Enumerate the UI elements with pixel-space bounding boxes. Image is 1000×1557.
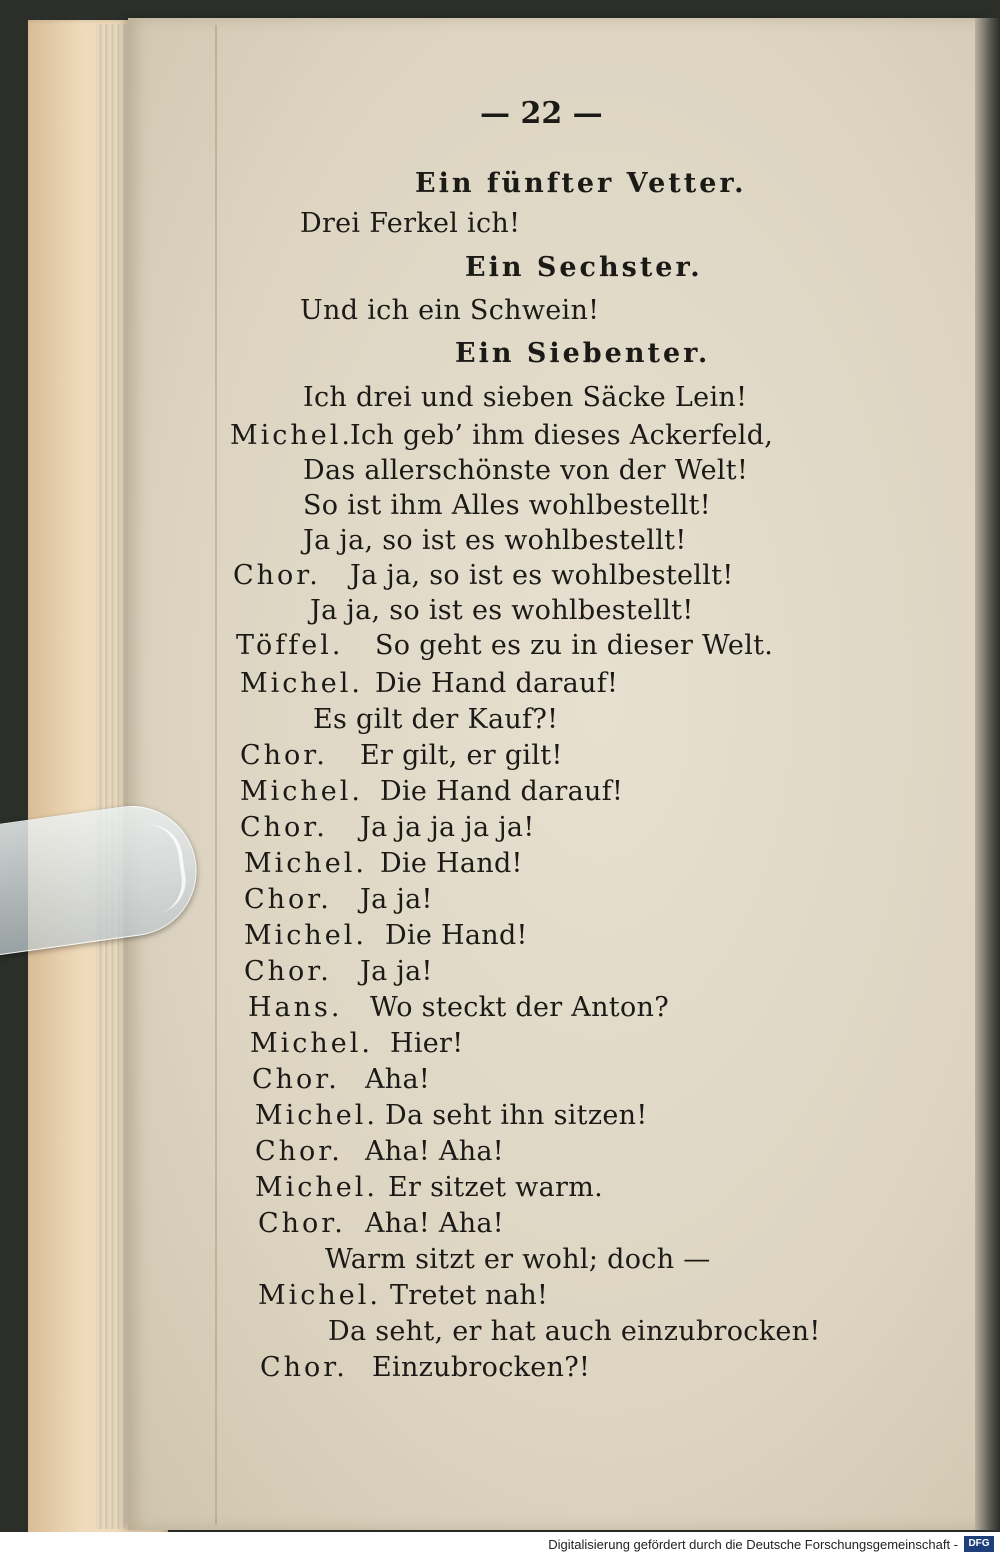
verse-line: Es gilt der Kauf?! <box>313 704 559 735</box>
verse-line: Ja ja ja ja ja! <box>360 812 535 843</box>
verse-line: Ja ja! <box>360 956 433 987</box>
verse-line: Die Hand! <box>380 848 523 879</box>
speaker-name: Hans. <box>248 992 343 1023</box>
speaker-name: Michel. <box>240 668 363 699</box>
speaker-name: Michel. <box>255 1100 378 1131</box>
verse-line: Er gilt, er gilt! <box>360 740 563 771</box>
verse-line: Einzubrocken?! <box>372 1352 591 1383</box>
speaker-name: Michel. <box>244 920 367 951</box>
verse-line: Wo steckt der Anton? <box>370 992 669 1023</box>
character-heading: Ein fünfter Vetter. <box>415 168 747 199</box>
speaker-name: Michel. <box>258 1280 381 1311</box>
verse-line: Die Hand! <box>385 920 528 951</box>
character-heading: Ein Siebenter. <box>455 338 711 369</box>
verse-line: Tretet nah! <box>390 1280 549 1311</box>
verse-line: Das allerschönste von der Welt! <box>303 455 749 486</box>
verse-line: Da seht, er hat auch einzubrocken! <box>328 1316 821 1347</box>
verse-line: Drei Ferkel ich! <box>300 208 521 239</box>
speaker-name: Chor. <box>233 560 321 591</box>
speaker-name: Chor. <box>255 1136 343 1167</box>
verse-line: So ist ihm Alles wohlbestellt! <box>303 490 711 521</box>
verse-line: Ich drei und sieben Säcke Lein! <box>303 382 748 413</box>
speaker-name: Chor. <box>240 812 328 843</box>
speaker-name: Michel. <box>240 776 363 807</box>
verse-line: Hier! <box>390 1028 464 1059</box>
verse-line: Die Hand darauf! <box>380 776 624 807</box>
verse-line: Ich geb’ ihm dieses Ackerfeld, <box>350 420 774 451</box>
speaker-name: Chor. <box>260 1352 348 1383</box>
character-heading: Ein Sechster. <box>465 252 703 283</box>
verse-line: Aha! Aha! <box>365 1208 504 1239</box>
speaker-name: Michel. <box>230 420 353 451</box>
verse-line: Und ich ein Schwein! <box>300 295 600 326</box>
verse-line: So geht es zu in dieser Welt. <box>375 630 774 661</box>
speaker-name: Michel. <box>244 848 367 879</box>
speaker-name: Chor. <box>244 956 332 987</box>
verse-line: Ja ja, so ist es wohlbestellt! <box>303 525 687 556</box>
verse-line: Aha! <box>365 1064 431 1095</box>
verse-line: Ja ja, so ist es wohlbestellt! <box>350 560 734 591</box>
speaker-name: Chor. <box>244 884 332 915</box>
footer-bar <box>0 1532 1000 1557</box>
dfg-logo: DFG <box>964 1536 994 1552</box>
speaker-name: Michel. <box>255 1172 378 1203</box>
speaker-name: Michel. <box>250 1028 373 1059</box>
verse-line: Warm sitzt er wohl; doch — <box>325 1244 711 1275</box>
speaker-name: Chor. <box>240 740 328 771</box>
footer-credit: Digitalisierung gefördert durch die Deutsche Forschungsgemeinschaft - <box>548 1537 958 1552</box>
page-number: — 22 — <box>480 96 603 131</box>
speaker-name: Chor. <box>258 1208 346 1239</box>
speaker-name: Töffel. <box>236 630 344 661</box>
verse-line: Ja ja! <box>360 884 433 915</box>
verse-line: Er sitzet warm. <box>388 1172 603 1203</box>
verse-line: Da seht ihn sitzen! <box>385 1100 648 1131</box>
verse-line: Aha! Aha! <box>365 1136 504 1167</box>
verse-line: Ja ja, so ist es wohlbestellt! <box>310 595 694 626</box>
speaker-name: Chor. <box>252 1064 340 1095</box>
verse-line: Die Hand darauf! <box>375 668 619 699</box>
